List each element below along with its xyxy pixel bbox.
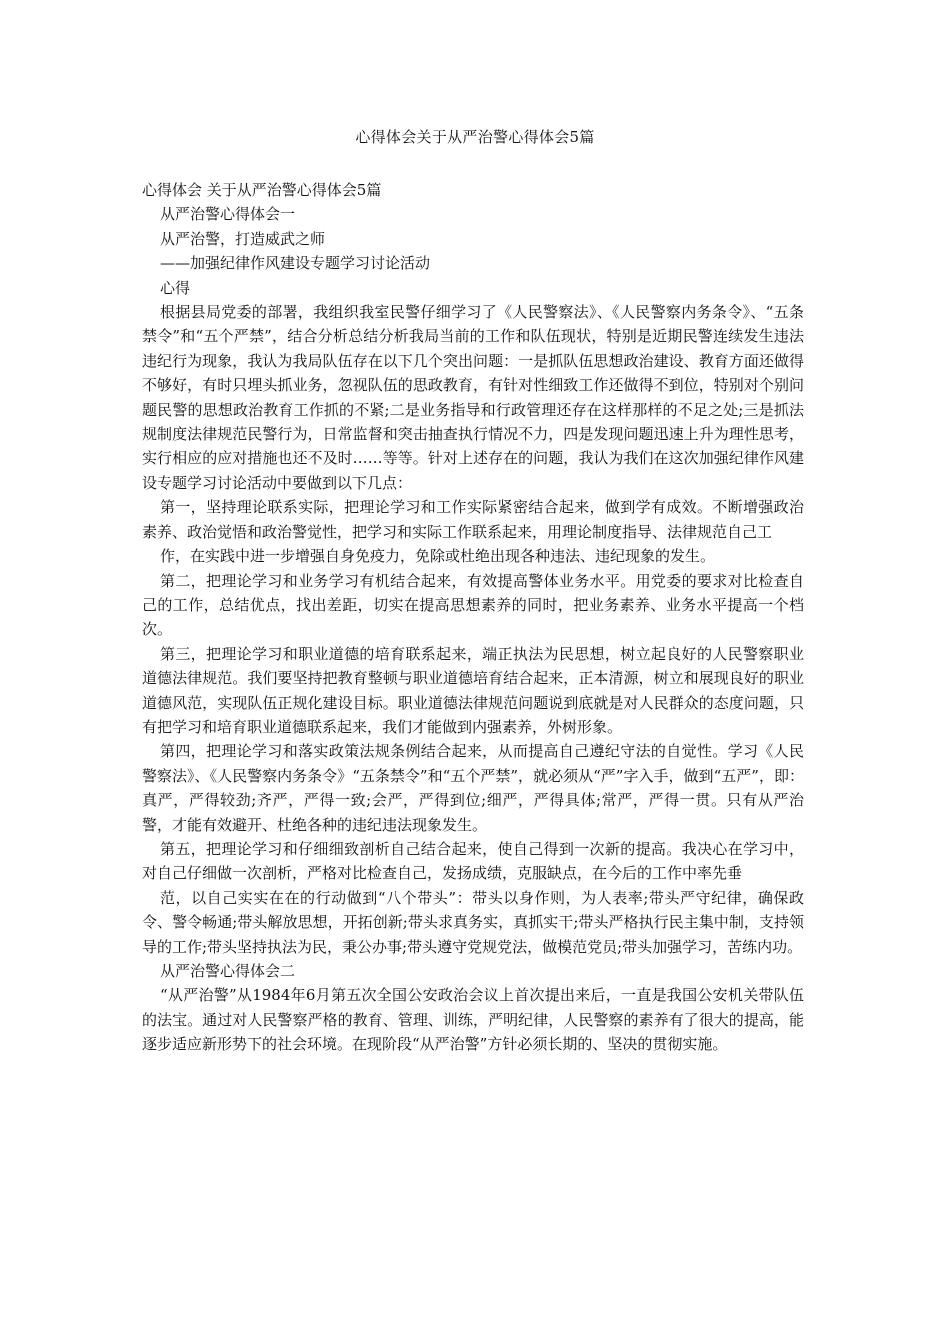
paragraph: 第一，坚持理论联系实际，把理论学习和工作实际紧密结合起来，做到学有成效。不断增强政治素养、政治觉悟和政治警觉性，把学习和实际工作联系起来，用理论制度指导、法律规范自己工 (142, 498, 804, 541)
subtitle-line-2: ——加强纪律作风建设专题学习讨论活动 (160, 254, 431, 273)
paragraph: 第二，把理论学习和业务学习有机结合起来，有效提高警体业务水平。用党委的要求对比检查自己的工作，总结优点，找出差距，切实在提高思想素养的同时，把业务素养、业务水平提高一个档次。 (142, 571, 804, 639)
paragraph: 范，以自己实实在在的行动做到“八个带头”：带头以身作则，为人表率;带头严守纪律，确保政令、警令畅通;带头解放思想，开拓创新;带头求真务实，真抓实干;带头严格执行民主集中制，支持领导的工作;带头坚持执法为民，秉公办事;带头遵守党规党法，做模范党员;带头加强学习，苦练内功。 (142, 888, 804, 956)
document-heading: 心得体会 关于从严治警心得体会5篇 (142, 181, 382, 199)
paragraph: 根据县局党委的部署，我组织我室民警仔细学习了《人民警察法》、《人民警察内务条令》、“五条禁令”和“五个严禁”，结合分析总结分析我局当前的工作和队伍现状，特别是近期民警连续发生违法违纪行为现象，我认为我局队伍存在以下几个突出问题：一是抓队伍思想政治建设、教育方面还做得不够好，有时只埋头抓业务，忽视队伍的思政教育，有针对性细致工作还做得不到位，特别对个别问题民警的思想政治教育工作抓的不紧;二是业务指导和行政管理还存在这样那样的不足之处;三是抓法规制度法律规范民警行为，日常监督和突击抽查执行情况不力，四是发现问题迅速上升为理性思考，实行相应的应对措施也还不及时……等等。针对上述存在的问题，我认为我们在这次加强纪律作风建设专题学习讨论活动中要做到以下几点： (142, 303, 804, 492)
subtitle-line-3: 心得 (160, 278, 191, 297)
paragraph: 作，在实践中进一步增强自身免疫力，免除或杜绝出现各种违法、违纪现象的发生。 (160, 547, 716, 566)
document-title: 心得体会关于从严治警心得体会5篇 (355, 128, 595, 146)
document-body (142, 178, 804, 1057)
section-title-2: 从严治警心得体会二 (160, 962, 296, 980)
section-title-1: 从严治警心得体会一 (160, 205, 296, 224)
paragraph: 第四，把理论学习和落实政策法规条例结合起来，从而提高自己遵纪守法的自觉性。学习《人民警察法》、《人民警察内务条令》“五条禁令”和“五个严禁”，就必须从“严”字入手，做到“五严”，即：真严，严得较劲;齐严，严得一致;会严，严得到位;细严，严得具体;常严，严得一贯。只有从严治警，才能有效避开、杜绝各种的违纪违法现象发生。 (142, 742, 804, 834)
paragraph: “从严治警”从1984年6月第五次全国公安政治会议上首次提出来后，一直是我国公安机关带队伍的法宝。通过对人民警察严格的教育、管理、训练，严明纪律，人民警察的素养有了很大的提高，能逐步适应新形势下的社会环境。在现阶段“从严治警”方针必须长期的、坚决的贯彻实施。 (142, 986, 804, 1054)
paragraph: 第五，把理论学习和仔细细致剖析自己结合起来，使自己得到一次新的提高。我决心在学习中，对自己仔细做一次剖析，严格对比检查自己，发扬成绩，克服缺点，在今后的工作中率先垂 (142, 839, 804, 883)
subtitle-line-1: 从严治警，打造威武之师 (160, 229, 326, 248)
paragraph: 第三，把理论学习和职业道德的培育联系起来，端正执法为民思想，树立起良好的人民警察职业道德法律规范。我们要坚持把教育整顿与职业道德培育结合起来，正本清源，树立和展现良好的职业道德风范，实现队伍正规化建设目标。职业道德法律规范问题说到底就是对人民群众的态度问题，只有把学习和培育职业道德联系起来，我们才能做到内强素养，外树形象。 (142, 644, 804, 736)
